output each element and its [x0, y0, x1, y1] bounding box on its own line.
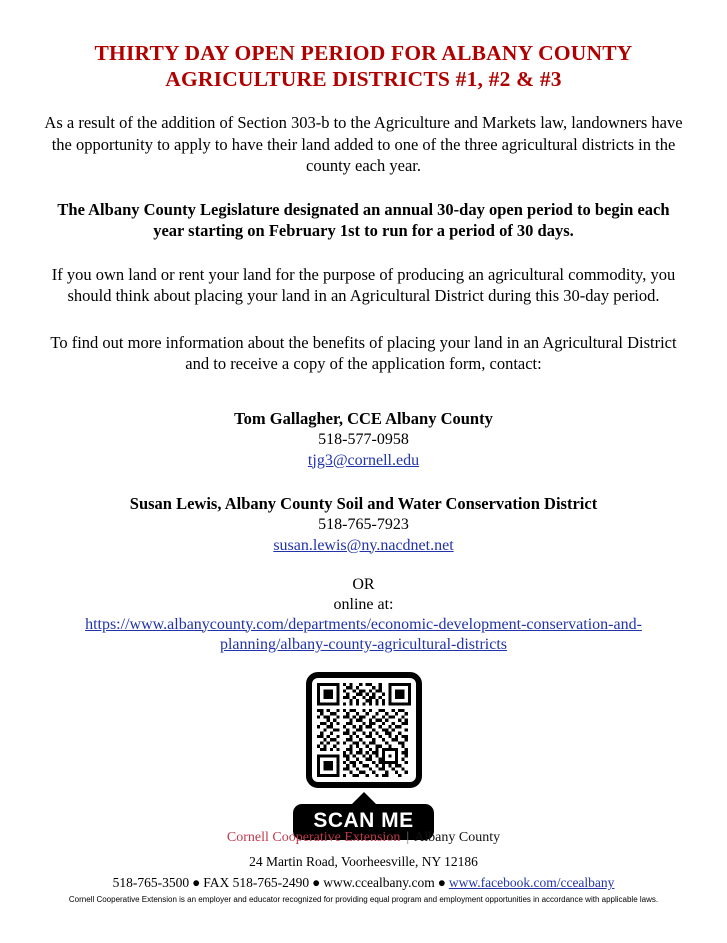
title-line-2: AGRICULTURE DISTRICTS #1, #2 & #3 — [165, 67, 562, 91]
footer-brand-secondary: Albany County — [414, 830, 501, 845]
qr-code-icon[interactable] — [306, 672, 422, 788]
contact-block-tom-gallagher — [40, 408, 687, 471]
footer-brand-primary: Cornell Cooperative Extension — [226, 830, 401, 845]
contact-email-link[interactable]: susan.lewis@ny.nacdnet.net — [273, 536, 454, 554]
contact-name: Susan Lewis, Albany County Soil and Water Conservation District — [129, 493, 598, 513]
or-label: OR — [352, 575, 375, 593]
bullet-icon: ● — [192, 875, 201, 890]
scan-me-pointer-icon — [351, 792, 377, 805]
agricultural-districts-url-link[interactable]: https://www.albanycounty.com/departments/economic-development-conservation-and-planning/albany-county-agricultural-districts — [85, 615, 642, 653]
online-at-label: online at: — [333, 595, 394, 613]
legislature-paragraph: The Albany County Legislature designated an annual 30-day open period to begin each year starting on February 1st to run for a period of 30 days. — [57, 199, 670, 240]
bullet-icon: ● — [312, 875, 321, 890]
footer-brand-divider: | — [406, 830, 410, 845]
footer-fax: FAX 518-765-2490 — [203, 875, 310, 890]
intro-paragraph: As a result of the addition of Section 303-b to the Agriculture and Markets law, landowners have the opportunity to apply to have their land added to one of the three agricultural districts in the county each year. — [44, 113, 683, 175]
page-title — [40, 0, 687, 92]
footer-website: www.ccealbany.com — [323, 875, 435, 890]
contact-phone: 518-765-7923 — [318, 515, 409, 533]
footer-address: 24 Martin Road, Voorheesville, NY 12186 — [249, 854, 478, 869]
title-line-1: THIRTY DAY OPEN PERIOD FOR ALBANY COUNTY — [94, 41, 633, 65]
contact-name: Tom Gallagher, CCE Albany County — [234, 408, 493, 428]
footer-brand — [0, 829, 727, 847]
contact-email-link[interactable]: tjg3@cornell.edu — [307, 451, 420, 469]
footer-contact-line — [0, 874, 727, 892]
footer-phone: 518-765-3500 — [112, 875, 190, 890]
footer-disclaimer: Cornell Cooperative Extension is an employer and educator recognized for providing equal program and employment opportunities in accordance with applicable laws. — [68, 895, 659, 904]
landowner-paragraph: If you own land or rent your land for the purpose of producing an agricultural commodity, you should think about placing your land in an Agricultural District during this 30-day period. — [51, 264, 676, 305]
footer — [0, 829, 727, 905]
scan-me-label: SCAN ME — [293, 804, 433, 840]
qr-code-block — [40, 672, 687, 840]
contact-intro-paragraph: To find out more information about the benefits of placing your land in an Agricultural District and to receive a copy of the application form, contact: — [50, 332, 677, 373]
contact-phone: 518-577-0958 — [318, 430, 409, 448]
online-block — [40, 575, 687, 656]
bullet-icon: ● — [437, 875, 446, 890]
contact-block-susan-lewis — [40, 493, 687, 556]
footer-facebook-link[interactable]: www.facebook.com/ccealbany — [448, 875, 615, 890]
